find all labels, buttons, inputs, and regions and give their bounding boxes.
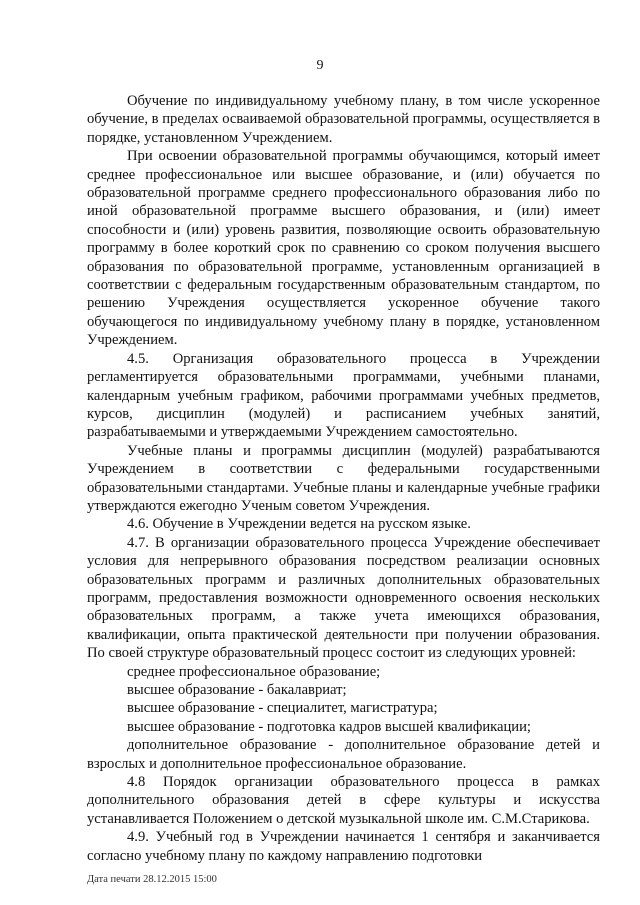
- paragraph-4-7: 4.7. В организации образовательного процесса Учреждение обеспечивает условия для непрерывного образования посредством реализации основных образовательных программ и различных дополнительных образовательных программ, предоставления возможности одновременного освоения нескольких образовательных программ, а также учета имеющихся образования, квалификации, опыта практической деятельности при получении образования. По своей структуре образовательный процесс состоит из следующих уровней:: [87, 534, 600, 662]
- list-item-specialist-master: высшее образование - специалитет, магистратура;: [127, 700, 438, 717]
- list-item-additional-education: дополнительное образование - дополнительное образование детей и взрослых и дополнительное профессиональное образование.: [87, 737, 600, 772]
- list-item-bachelor: высшее образование - бакалавриат;: [127, 682, 347, 698]
- paragraph-accelerated-learning: При освоении образовательной программы обучающимся, который имеет среднее профессиональное или высшее образование, и (или) обучается по образовательной программе среднего профессионального образования либо по иной образовательной программе высшего образования, и (или) имеет способности и (или) уровень развития, позволяющие освоить образовательную программу в более короткий срок по сравнению со сроком получения высшего образования по образовательной программе, установленным организацией в соответствии с федеральным государственным образовательным стандартом, по решению Учреждения осуществляется ускоренное обучение такого обучающегося по индивидуальному учебному плану в порядке, установленном Учреждением.: [87, 148, 600, 349]
- paragraph-curricula: Учебные планы и программы дисциплин (модулей) разрабатываются Учреждением в соответствии с федеральными государственными образовательными стандартами. Учебные планы и календарные учебные графики утверждаются ежегодно Ученым советом Учреждения.: [87, 442, 600, 514]
- paragraph-4-8: 4.8 Порядок организации образовательного процесса в рамках дополнительного образования детей в сфере культуры и искусства устанавливается Положением о детской музыкальной школе им. С.М.Старикова.: [87, 774, 600, 827]
- paragraph-4-5: 4.5. Организация образовательного процесса в Учреждении регламентируется образовательными программами, учебными планами, календарным учебным графиком, рабочими программами учебных предметов, курсов, дисциплин (модулей) и расписанием учебных занятий, разрабатываемыми и утверждаемыми Учреждением самостоятельно.: [87, 350, 600, 441]
- print-date-footer: Дата печати 28.12.2015 15:00: [87, 874, 217, 885]
- list-item-higher-qualification: высшее образование - подготовка кадров высшей квалификации;: [127, 718, 531, 735]
- page-number: 9: [316, 58, 324, 73]
- paragraph-4-6: 4.6. Обучение в Учреждении ведется на русском языке.: [127, 516, 471, 533]
- paragraph-individual-plan: Обучение по индивидуальному учебному плану, в том числе ускоренное обучение, в пределах осваиваемой образовательной программы, осуществляется в порядке, установленном Учреждением.: [87, 93, 600, 146]
- list-item-secondary-professional: среднее профессиональное образование;: [127, 663, 381, 680]
- paragraph-4-9: 4.9. Учебный год в Учреждении начинается 1 сентября и заканчивается согласно учебному плану по каждому направлению подготовки: [87, 829, 600, 864]
- document-body: [87, 92, 600, 865]
